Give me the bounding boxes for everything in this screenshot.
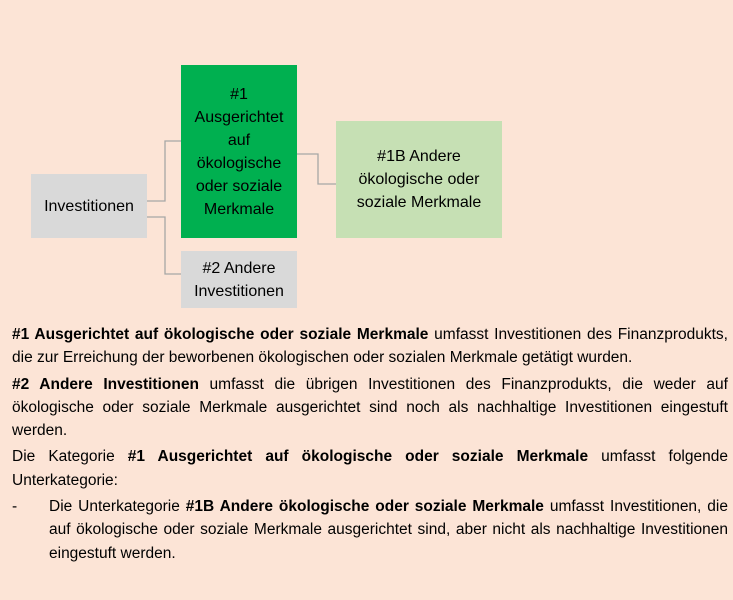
paragraph-2-rest: umfasst die übrigen Investitionen des Finanzprodukts, die weder auf ökologische oder soziale Merkmale ausgerichtet sind noch als nachhaltige Investitionen eingestuft werden. <box>12 375 728 440</box>
box-1b-other-characteristics <box>336 121 502 238</box>
bullet-bold: #1B Andere ökologische oder soziale Merkmale <box>185 498 544 516</box>
bullet-dash: - <box>12 498 18 516</box>
box-1-label: #1 Ausgerichtet auf ökologische oder soziale Merkmale <box>194 85 284 218</box>
bullet-text <box>49 495 728 565</box>
explanation-text <box>12 323 728 565</box>
paragraph-2 <box>12 373 728 443</box>
connector-inv-to-1 <box>147 141 181 201</box>
connector-inv-to-2 <box>147 217 181 274</box>
box-1b-label: #1B Andere ökologische oder soziale Merkmale <box>356 148 482 211</box>
paragraph-1-bold: #1 Ausgerichtet auf ökologische oder soziale Merkmale <box>12 326 429 343</box>
paragraph-3-rest: umfasst folgende Unterkategorie: <box>12 448 728 489</box>
bullet-pre: Die Unterkategorie <box>49 498 186 516</box>
investitionen-box <box>31 174 147 238</box>
investitionen-label: Investitionen <box>44 197 134 215</box>
box-2-other-investments <box>181 251 297 308</box>
paragraph-3-pre: Die Kategorie <box>12 448 128 466</box>
connector-1-to-1b <box>297 154 336 184</box>
bullet-rest: umfasst Investitionen, die auf ökologische oder soziale Merkmale ausgerichtet sind, aber nicht als nachhaltige Investitionen eingestuft werden. <box>49 498 728 562</box>
box-2-label: #2 Andere Investitionen <box>194 259 284 300</box>
box-1-aligned <box>181 65 297 238</box>
paragraph-1 <box>12 323 728 370</box>
paragraph-3 <box>12 445 728 492</box>
paragraph-2-bold: #2 Andere Investitionen <box>12 375 199 393</box>
paragraph-1-rest: umfasst Investitionen des Finanzprodukts, die zur Erreichung der beworbenen ökologischen oder sozialen Merkmale getätigt wurden. <box>12 326 728 367</box>
bullet-item <box>12 495 728 565</box>
paragraph-3-bold: #1 Ausgerichtet auf ökologische oder soziale Merkmale <box>127 448 589 466</box>
